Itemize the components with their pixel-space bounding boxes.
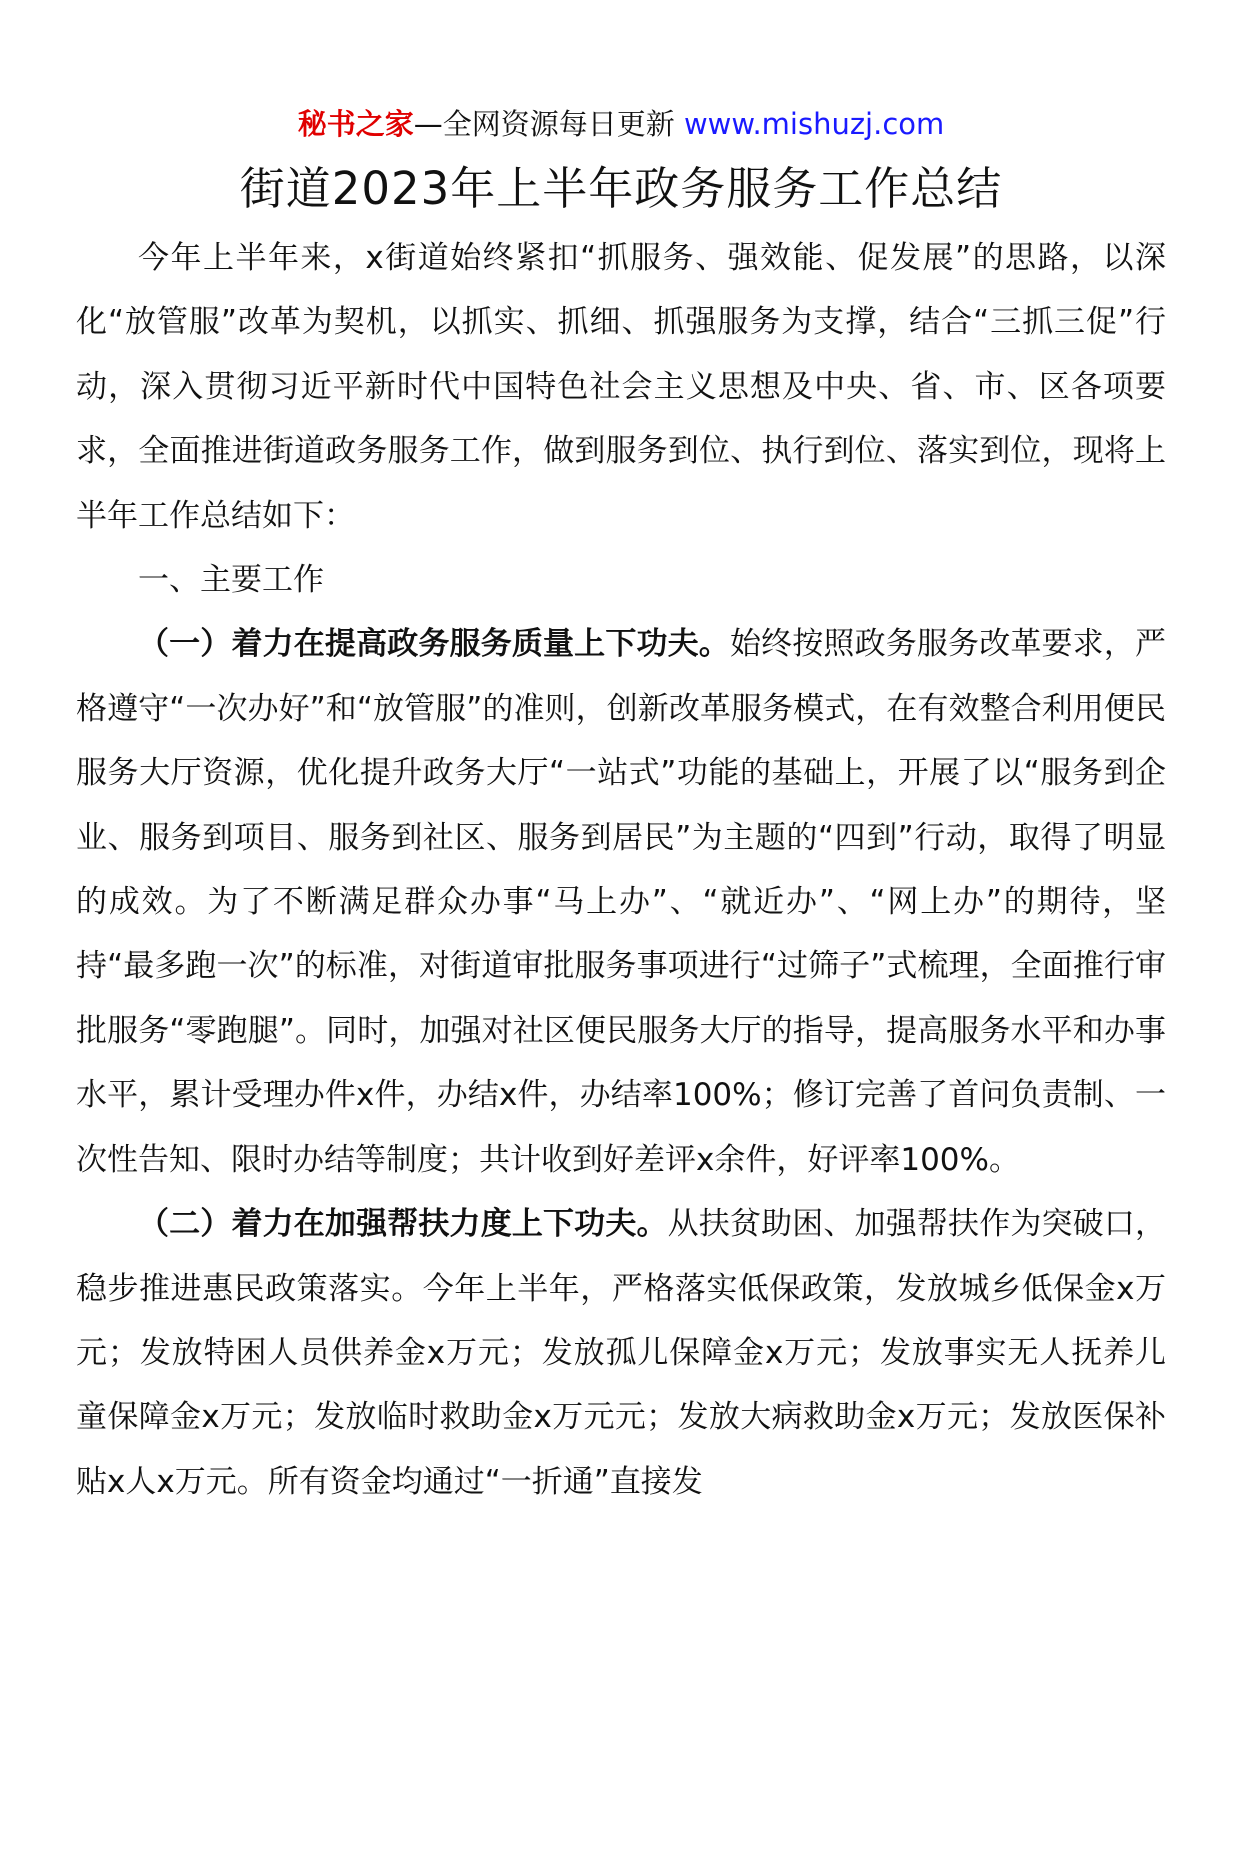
item-one-heading: （一）着力在提高政务服务质量上下功夫。 (138, 626, 730, 663)
document-title: 街道2023年上半年政务服务工作总结 (239, 162, 1003, 215)
item-two-body: 从扶贫助困、加强帮扶作为突破口，稳步推进惠民政策落实。今年上半年，严格落实低保政策，发放城乡低保金x万元；发放特困人员供养金x万元；发放孤儿保障金x万元；发放事实无人抚养儿童保障金x万元；发放临时救助金x万元元；发放大病救助金x万元；发放医保补贴x人x万元。所有资金均通过“一折通”直接发 (76, 1206, 1166, 1500)
item-two-paragraph (76, 1192, 1166, 1514)
banner-tagline: —全网资源每日更新 (413, 107, 684, 141)
item-two-heading: （二）着力在加强帮扶力度上下功夫。 (138, 1206, 668, 1243)
document-page (0, 104, 1240, 1858)
item-one-body: 始终按照政务服务改革要求，严格遵守“一次办好”和“放管服”的准则，创新改革服务模式，在有效整合利用便民服务大厅资源，优化提升政务大厅“一站式”功能的基础上，开展了以“服务到企业、服务到项目、服务到社区、服务到居民”为主题的“四到”行动，取得了明显的成效。为了不断满足群众办事“马上办”、“就近办”、“网上办”的期待，坚持“最多跑一次”的标准，对街道审批服务事项进行“过筛子”式梳理，全面推行审批服务“零跑腿”。同时，加强对社区便民服务大厅的指导，提高服务水平和办事水平，累计受理办件x件，办结x件，办结率100%；修订完善了首问负责制、一次性告知、限时办结等制度；共计收到好差评x余件，好评率100%。 (76, 626, 1166, 1178)
site-banner (76, 104, 1166, 144)
intro-paragraph: 今年上半年来，x街道始终紧扣“抓服务、强效能、促发展”的思路，以深化“放管服”改革为契机，以抓实、抓细、抓强服务为支撑，结合“三抓三促”行动，深入贯彻习近平新时代中国特色社会主义思想及中央、省、市、区各项要求，全面推进街道政务服务工作，做到服务到位、执行到位、落实到位，现将上半年工作总结如下： (76, 240, 1166, 534)
item-one-paragraph (76, 612, 1166, 1192)
section-heading: 一、主要工作 (138, 562, 324, 599)
brand-name: 秘书之家 (297, 107, 414, 141)
site-url: www.mishuzj.com (683, 107, 945, 141)
